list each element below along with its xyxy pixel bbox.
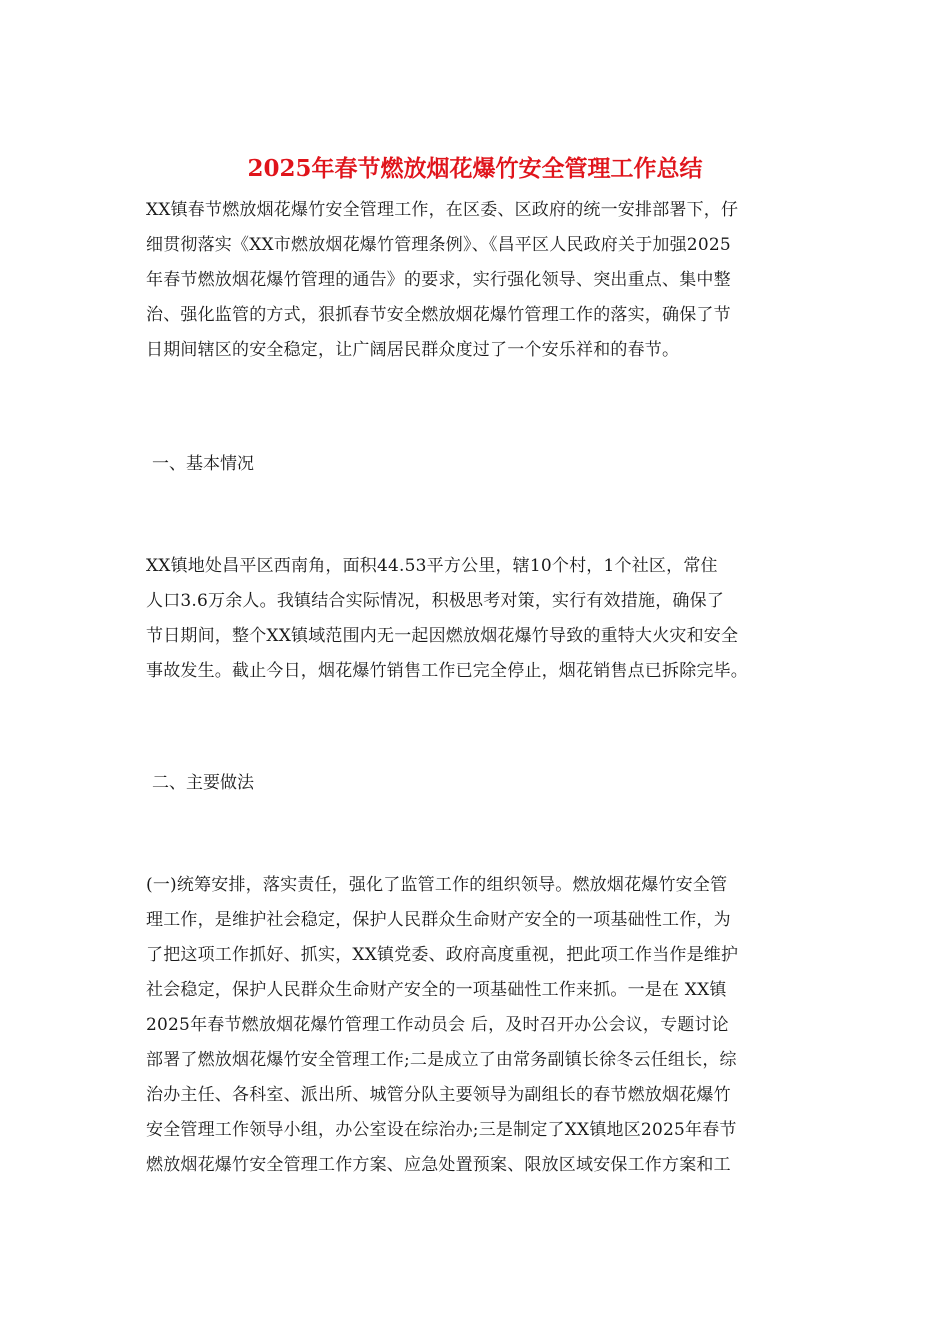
- section1-line: 节日期间，整个XX镇域范围内无一起因燃放烟花爆竹导致的重特大火灾和安全: [146, 626, 739, 646]
- section2-line: 安全管理工作领导小组，办公室设在综治办;三是制定了XX镇地区2025年春节: [146, 1120, 737, 1140]
- section-heading-basic: 一、基本情况: [152, 454, 254, 474]
- section2-line: 社会稳定，保护人民群众生命财产安全的一项基础性工作来抓。一是在 XX镇: [146, 980, 727, 1000]
- section2-line: 部署了燃放烟花爆竹安全管理工作;二是成立了由常务副镇长徐冬云任组长，综: [146, 1050, 737, 1070]
- section2-line: (一)统筹安排，落实责任，强化了监管工作的组织领导。燃放烟花爆竹安全管: [146, 875, 728, 895]
- section2-line: 燃放烟花爆竹安全管理工作方案、应急处置预案、限放区域安保工作方案和工: [146, 1155, 731, 1175]
- section1-paragraph: [146, 549, 806, 689]
- intro-line: 治、强化监管的方式，狠抓春节安全燃放烟花爆竹管理工作的落实，确保了节: [146, 305, 731, 325]
- section-heading-methods: 二、主要做法: [152, 773, 254, 793]
- section2-line: 了把这项工作抓好、抓实，XX镇党委、政府高度重视，把此项工作当作是维护: [146, 945, 739, 965]
- section1-line: 事故发生。截止今日，烟花爆竹销售工作已完全停止，烟花销售点已拆除完毕。: [146, 661, 748, 681]
- intro-line: 细贯彻落实《XX市燃放烟花爆竹管理条例》、《昌平区人民政府关于加强2025: [146, 235, 731, 255]
- intro-line: XX镇春节燃放烟花爆竹安全管理工作，在区委、区政府的统一安排部署下，仔: [146, 200, 739, 220]
- section2-paragraph: [146, 868, 806, 1183]
- document-title: 2025年春节燃放烟花爆竹安全管理工作总结: [247, 155, 703, 182]
- section1-line: XX镇地处昌平区西南角，面积44.53平方公里，辖10个村，1个社区，常住: [146, 556, 718, 576]
- intro-paragraph: [146, 193, 806, 368]
- section2-line: 2025年春节燃放烟花爆竹管理工作动员会 后，及时召开办公会议，专题讨论: [146, 1015, 729, 1035]
- section1-line: 人口3.6万余人。我镇结合实际情况，积极思考对策，实行有效措施，确保了: [146, 591, 725, 611]
- section2-line: 治办主任、各科室、派出所、城管分队主要领导为副组长的春节燃放烟花爆竹: [146, 1085, 731, 1105]
- intro-line: 年春节燃放烟花爆竹管理的通告》的要求，实行强化领导、突出重点、集中整: [146, 270, 731, 290]
- intro-line: 日期间辖区的安全稳定，让广阔居民群众度过了一个安乐祥和的春节。: [146, 340, 680, 360]
- section2-line: 理工作，是维护社会稳定，保护人民群众生命财产安全的一项基础性工作，为: [146, 910, 731, 930]
